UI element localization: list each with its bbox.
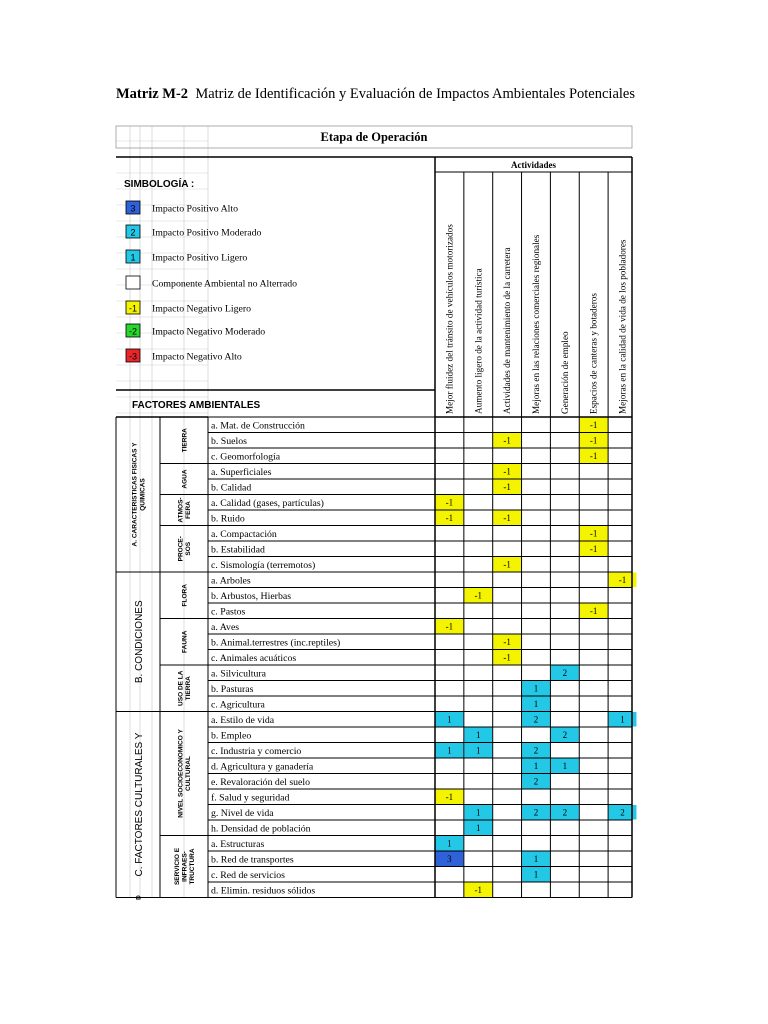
- impact-value: -1: [503, 435, 511, 446]
- impact-value: 2: [533, 714, 539, 725]
- factor-label: d. Agricultura y ganadería: [211, 761, 314, 773]
- impact-value: -1: [474, 590, 483, 601]
- subcategory-label: NIVEL SOCIOECONOMICO Y: [177, 729, 185, 818]
- factor-label: b. Pasturas: [211, 684, 254, 695]
- activity-label: Mejoras en la calidad de vida de los pobladores: [617, 239, 628, 414]
- legend-label: Impacto Positivo Moderado: [152, 227, 262, 239]
- impact-value: -1: [445, 513, 454, 523]
- legend-label: Componente Ambiental no Alterrado: [152, 278, 298, 290]
- impact-value: -1: [589, 420, 598, 430]
- factor-label: c. Industria y comercio: [211, 746, 302, 757]
- factor-label: b. Arbustos, Hierbas: [211, 591, 292, 602]
- legend-label: Impacto Positivo Alto: [152, 203, 238, 215]
- impact-value: 1: [476, 823, 481, 833]
- factor-label: b. Calidad: [211, 482, 252, 494]
- legend-label: Impacto Positivo Ligero: [152, 252, 248, 264]
- subcategory-label: SOS: [185, 541, 193, 556]
- impact-value: 2: [533, 776, 539, 787]
- impact-value: 2: [562, 807, 568, 818]
- legend-label: Impacto Negativo Alto: [152, 351, 242, 363]
- activity-label: Mejoras en las relaciones comerciales regionales: [530, 234, 541, 414]
- subcategory-label: FAUNA: [181, 630, 189, 653]
- subcategory-label: USO DE LA: [177, 670, 185, 706]
- factor-label: a. Silvicultura: [211, 668, 266, 680]
- factor-label: c. Sismología (terremotos): [211, 560, 316, 571]
- category-label: B. CONDICIONES: [134, 600, 145, 684]
- impact-value: 1: [533, 869, 539, 880]
- factor-label: a. Calidad (gases, partículas): [211, 498, 324, 509]
- impact-value: -1: [503, 482, 511, 492]
- impact-value: 1: [533, 683, 539, 694]
- subcategory-label: SERVICIO E: [173, 847, 181, 886]
- legend-swatch: [126, 276, 140, 289]
- factor-label: b. Animal.terrestres (inc.reptiles): [211, 637, 341, 649]
- factor-label: c. Geomorfología: [211, 451, 281, 463]
- legend-label: Impacto Negativo Moderado: [152, 326, 266, 338]
- impact-value: -1: [445, 792, 454, 802]
- impact-value: -1: [503, 513, 511, 523]
- impact-value: 1: [476, 730, 481, 740]
- factor-label: h. Densidad de población: [211, 823, 311, 835]
- matrix-code: Matriz M-2: [116, 86, 189, 102]
- subcategory-label: TIERRA: [185, 676, 193, 701]
- impact-value: 1: [620, 714, 625, 725]
- category-label: QUIMICAS: [139, 478, 147, 511]
- factors-header: FACTORES AMBIENTALES: [132, 400, 261, 411]
- factor-label: a. Compactación: [211, 529, 277, 540]
- factor-label: b. Ruido: [211, 513, 245, 525]
- impact-value: 1: [533, 854, 539, 864]
- matrix-title-text: Matriz de Identificación y Evaluación de Impactos Ambientales Potenciales: [195, 86, 635, 102]
- subcategory-label: TRUCTURA: [188, 848, 196, 885]
- impact-value: 1: [533, 699, 539, 709]
- legend-value: 2: [130, 227, 136, 238]
- subcategory-label: PROCE-: [177, 536, 185, 562]
- impact-value: 1: [447, 714, 452, 725]
- factor-label: a. Arboles: [211, 575, 251, 587]
- impact-value: -1: [503, 466, 511, 477]
- impact-value: -1: [503, 559, 511, 570]
- impact-value: 1: [476, 745, 481, 756]
- impact-value: 3: [447, 854, 452, 864]
- impact-value: 2: [562, 668, 568, 678]
- subcategory-label: FERA: [185, 501, 193, 519]
- factor-label: c. Pastos: [211, 606, 246, 618]
- category-label: A. CARACTERISTICAS FISICAS Y: [131, 442, 139, 547]
- subcategory-label: INFRAES-: [181, 851, 189, 882]
- legend-value: -1: [128, 303, 138, 314]
- activity-label: Actividades de mantenimiento de la carretera: [502, 247, 513, 414]
- subcategory-label: AGUA: [181, 469, 189, 489]
- factor-label: b. Suelos: [211, 436, 247, 447]
- subcategory-label: TIERRA: [181, 428, 189, 453]
- impact-value: -1: [474, 885, 483, 895]
- impact-value: -1: [618, 575, 627, 585]
- impact-value: 2: [533, 807, 539, 818]
- activity-label: Mejor fluidez del tránsito de vehículos motorizados: [444, 224, 455, 414]
- factor-label: e. Revaloración del suelo: [211, 777, 311, 788]
- impact-value: -1: [589, 528, 598, 539]
- factor-label: a. Superficiales: [211, 467, 272, 478]
- legend-value: -3: [128, 351, 138, 362]
- impact-value: 2: [533, 745, 539, 756]
- subcategory-label: ATMOS-: [177, 497, 185, 523]
- subcategory-label: FLORA: [181, 584, 189, 607]
- impact-value: -1: [589, 451, 598, 461]
- category-label: D: [135, 895, 143, 900]
- activity-label: Aumento ligero de la actividad turística: [473, 268, 484, 414]
- factor-label: f. Salud y seguridad: [211, 792, 290, 804]
- impact-value: -1: [503, 637, 511, 647]
- impact-value: -1: [503, 652, 511, 663]
- category-label: C. FACTORES CULTURALES Y: [134, 732, 145, 877]
- factor-label: b. Empleo: [211, 730, 252, 742]
- legend-value: 1: [130, 252, 136, 263]
- impact-value: -1: [589, 435, 598, 446]
- impact-value: -1: [589, 606, 598, 616]
- impact-value: 1: [447, 838, 452, 849]
- activity-label: Generación de empleo: [559, 331, 570, 414]
- impact-value: -1: [445, 621, 454, 632]
- stage-title: Etapa de Operación: [320, 130, 428, 144]
- activities-header: Actividades: [511, 160, 556, 170]
- impact-value: 2: [562, 730, 568, 740]
- factor-label: c. Red de servicios: [211, 870, 285, 881]
- legend-value: -2: [128, 326, 138, 337]
- impact-value: -1: [445, 497, 454, 508]
- impact-value: 1: [476, 807, 481, 818]
- activity-label: Espacios de canteras y botaderos: [588, 293, 599, 414]
- subcategory-label: CULTURAL: [185, 756, 193, 791]
- legend-title: SIMBOLOGÍA :: [124, 179, 195, 190]
- impact-value: 1: [533, 761, 539, 771]
- factor-label: a. Mat. de Construcción: [211, 420, 305, 432]
- factor-label: a. Aves: [211, 622, 240, 633]
- factor-label: c. Animales acuáticos: [211, 653, 297, 664]
- factor-label: c. Agricultura: [211, 699, 265, 711]
- impact-value: -1: [589, 544, 598, 554]
- factor-label: a. Estilo de vida: [211, 715, 275, 726]
- factor-label: b. Red de transportes: [211, 854, 294, 866]
- factor-label: g. Nivel de vida: [211, 808, 274, 819]
- impact-value: 1: [562, 761, 568, 771]
- legend-label: Impacto Negativo Ligero: [152, 303, 252, 315]
- legend-value: 3: [130, 203, 136, 214]
- factor-label: d. Elimin. residuos sólidos: [211, 885, 316, 897]
- impact-value: 1: [447, 745, 452, 756]
- factor-label: b. Estabilidad: [211, 544, 265, 556]
- impact-value: 2: [620, 807, 625, 818]
- factor-label: a. Estructuras: [211, 839, 265, 850]
